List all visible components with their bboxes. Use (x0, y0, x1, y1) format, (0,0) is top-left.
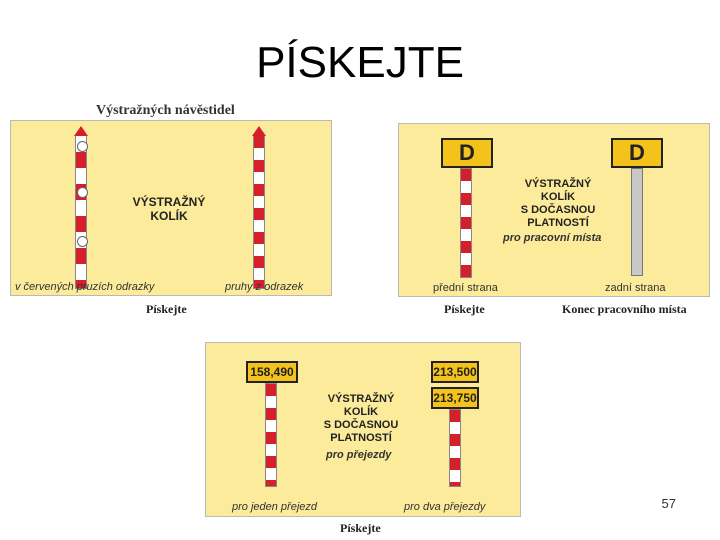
caption-right: pruhy z odrazek (225, 281, 304, 293)
text-line: PLATNOSTÍ (330, 432, 392, 444)
panel-label: Pískejte (444, 302, 485, 316)
main-text-line: KOLÍK (150, 209, 188, 223)
text-line: KOLÍK (540, 191, 576, 203)
panel-label: Pískejte (146, 302, 187, 316)
panel-temporary-post-work (398, 123, 710, 297)
main-text-line: VÝSTRAŽNÝ (132, 195, 206, 209)
post-tip (74, 126, 88, 136)
panel-label: Pískejte (340, 521, 381, 535)
text-line-italic: pro přejezdy (326, 449, 392, 461)
post-tip (252, 126, 266, 136)
panel-main-text (304, 393, 418, 445)
km-sign-double-top: 213,500 (431, 361, 479, 383)
text-line: S DOČASNOU (323, 419, 399, 431)
reflector-dot (77, 187, 88, 198)
temporary-post-single (265, 383, 277, 487)
post-back-grey (631, 168, 643, 276)
caption-left: pro jeden přejezd (232, 501, 318, 513)
caption-back: zadní strana (605, 282, 666, 294)
text-line: KOLÍK (343, 406, 379, 418)
caption-front: přední strana (433, 282, 498, 294)
caption-right: pro dva přejezdy (404, 501, 486, 513)
warning-post-reflective (75, 135, 87, 289)
temporary-post-double (449, 409, 461, 487)
panel-temporary-post-crossing (205, 342, 521, 517)
sign-d-back: D (611, 138, 663, 168)
panel-main-text (503, 178, 613, 230)
warning-post-striped (253, 135, 265, 289)
slide-title: PÍSKEJTE (256, 38, 464, 87)
text-line-italic: pro pracovní místa (503, 232, 602, 244)
text-line: PLATNOSTÍ (527, 217, 589, 229)
cut-off-heading: Výstražných návěstidel (96, 103, 235, 118)
reflector-dot (77, 236, 88, 247)
temporary-post-front (460, 168, 472, 278)
panel-warning-post (10, 120, 332, 296)
panel-main-text (99, 195, 239, 223)
text-line: S DOČASNOU (520, 204, 596, 216)
km-sign-single: 158,490 (246, 361, 298, 383)
caption-left: v červených pruzích odrazky (15, 281, 155, 293)
reflector-dot (77, 141, 88, 152)
text-line: VÝSTRAŽNÝ (524, 178, 592, 190)
page-number: 57 (661, 496, 676, 511)
text-line: VÝSTRAŽNÝ (327, 393, 395, 405)
sign-d-front: D (441, 138, 493, 168)
panel-label: Konec pracovního místa (562, 302, 687, 316)
km-sign-double-bottom: 213,750 (431, 387, 479, 409)
